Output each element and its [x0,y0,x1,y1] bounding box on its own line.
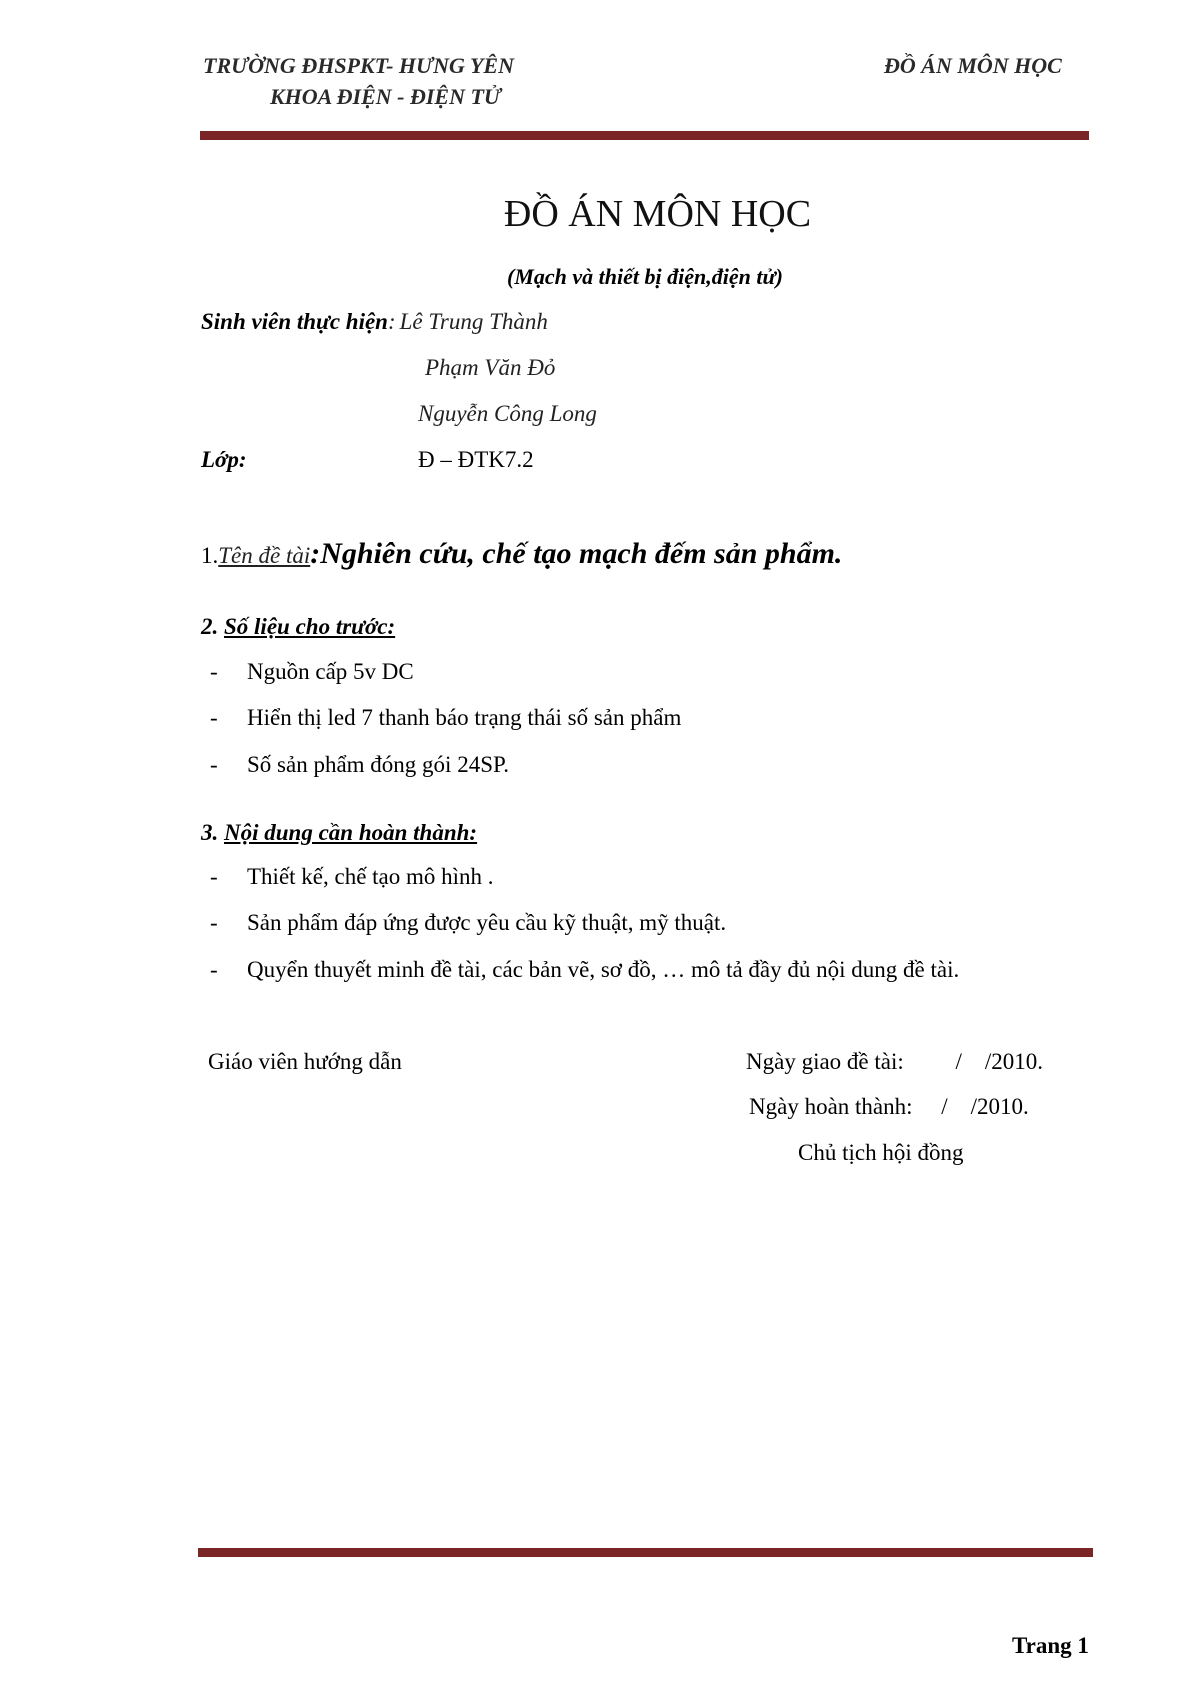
student-name: Nguyễn Công Long [418,401,597,426]
school-name: TRƯỜNG ĐHSPKT- HƯNG YÊN [203,53,514,78]
page-number: Trang 1 [1012,1633,1089,1658]
page-title: ĐỒ ÁN MÔN HỌC [503,193,812,235]
bullet-dash: - [210,910,218,935]
students-line [201,309,548,335]
topic-number: 1. [201,543,219,568]
list-item: Sản phẩm đáp ứng được yêu cầu kỹ thuật, mỹ thuật. [247,910,727,935]
bullet-dash: - [210,659,218,684]
footer-rule [198,1548,1093,1557]
assign-date: Ngày giao đề tài: / /2010. [746,1049,1044,1074]
topic-label: Tên đề tài [218,543,311,568]
students-colon: : [387,309,396,334]
bullet-dash: - [210,705,218,730]
topic-line [201,537,842,571]
complete-date: Ngày hoàn thành: / /2010. [749,1094,1029,1119]
bullet-dash: - [210,864,218,889]
header-rule [200,131,1089,140]
list-item: Thiết kế, chế tạo mô hình . [247,864,494,889]
page-subtitle: (Mạch và thiết bị điện,điện tử) [507,264,783,289]
section-title: Nội dung cần hoàn thành: [224,820,478,845]
bullet-dash: - [210,752,218,777]
section-number: 2. [201,614,219,639]
student-name: Phạm Văn Đỏ [425,355,556,380]
students-label: Sinh viên thực hiện [201,309,388,334]
class-value: Đ – ĐTK7.2 [418,447,534,472]
topic-title: :Nghiên cứu, chế tạo mạch đếm sản phẩm. [310,537,843,570]
council-chair-label: Chủ tịch hội đồng [798,1140,964,1165]
advisor-label: Giáo viên hướng dẫn [208,1049,402,1074]
section-heading-data [201,614,395,640]
list-item: Nguồn cấp 5v DC [247,659,414,684]
header-doc-type: ĐỒ ÁN MÔN HỌC [884,53,1062,78]
faculty-name: KHOA ĐIỆN - ĐIỆN TỬ [270,84,501,109]
student-name: Lê Trung Thành [399,309,548,334]
section-number: 3. [201,820,219,845]
section-title: Số liệu cho trước: [224,614,396,639]
section-heading-content [201,820,477,846]
bullet-dash: - [210,957,218,982]
list-item: Hiển thị led 7 thanh báo trạng thái số sản phẩm [247,705,682,730]
class-label: Lớp: [201,447,247,472]
list-item: Quyển thuyết minh đề tài, các bản vẽ, sơ đồ, … mô tả đầy đủ nội dung đề tài. [247,957,960,982]
list-item: Số sản phẩm đóng gói 24SP. [247,752,509,777]
